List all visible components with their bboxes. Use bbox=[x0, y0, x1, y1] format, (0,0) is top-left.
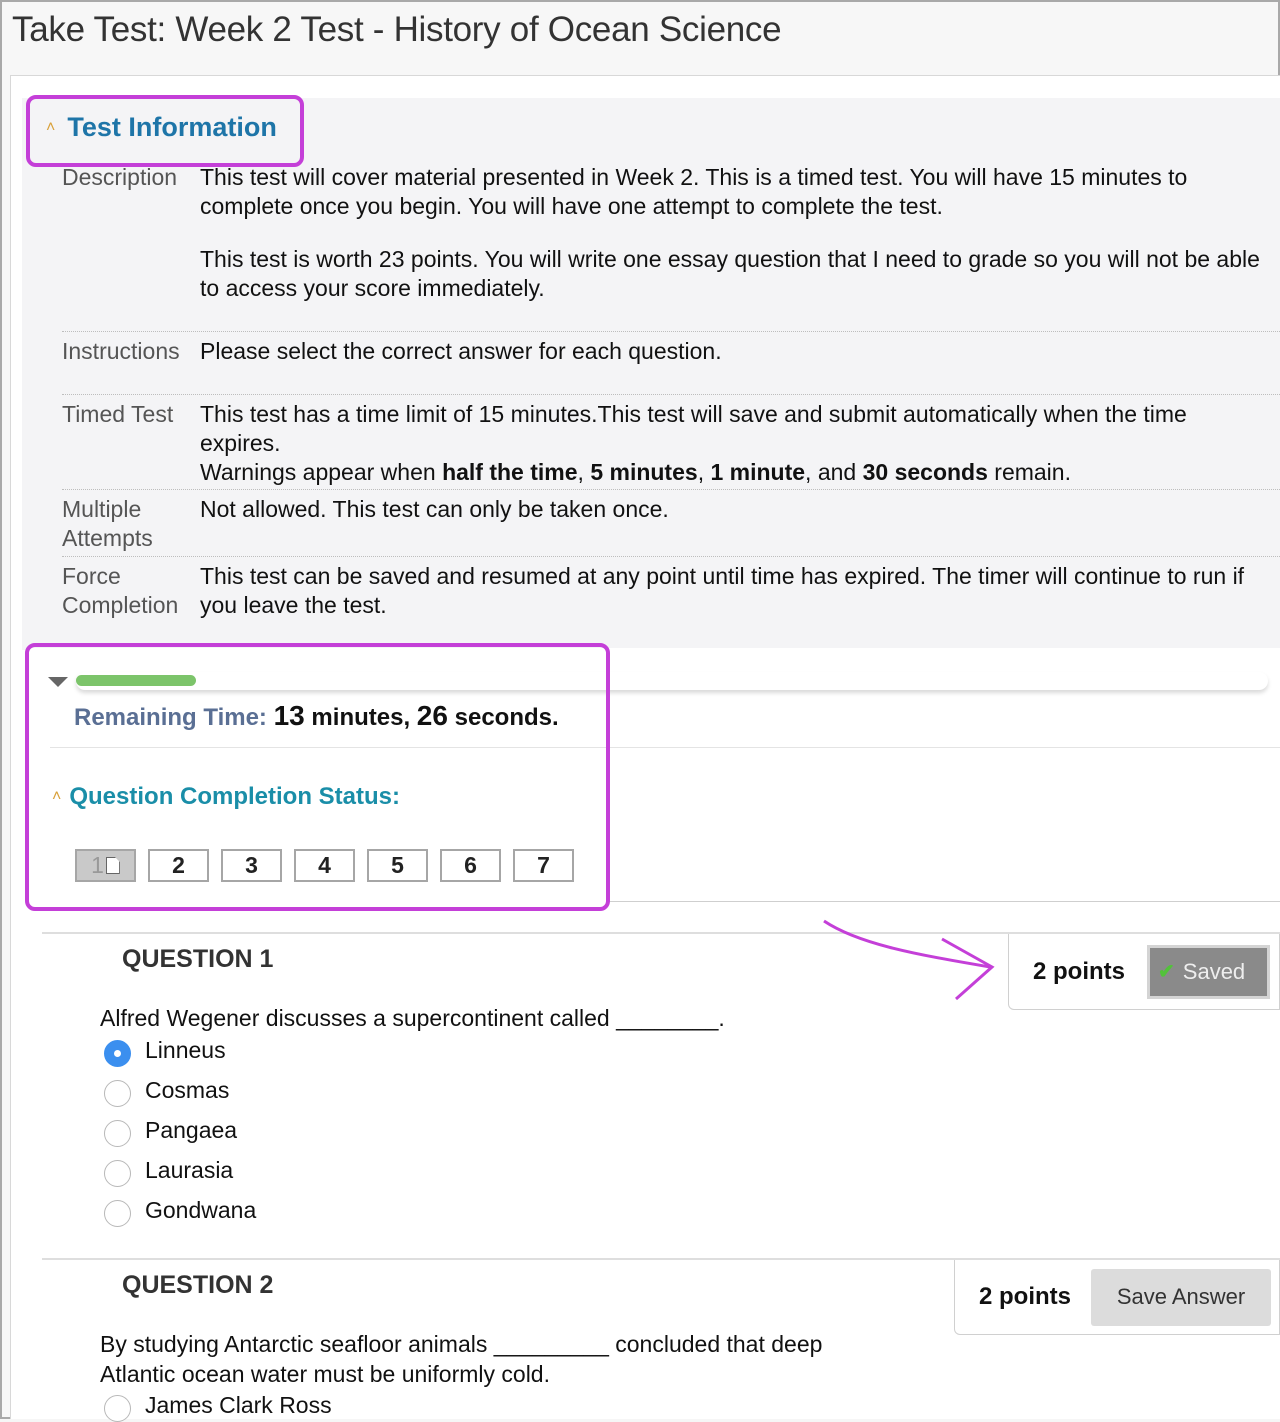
answer-option[interactable] bbox=[104, 1114, 237, 1147]
checkmark-icon: ✔ bbox=[1158, 961, 1175, 983]
info-label bbox=[62, 562, 192, 620]
points-label: 2 points bbox=[979, 1283, 1072, 1310]
text: Warnings appear when bbox=[200, 459, 443, 485]
label-line: Attempts bbox=[62, 525, 153, 551]
option-label: Cosmas bbox=[145, 1077, 230, 1103]
question-2-title: QUESTION 2 bbox=[122, 1271, 274, 1299]
label-line: Force bbox=[62, 563, 121, 589]
description-paragraph-1: This test will cover material presented in Week 2. This is a timed test. You will have 15 minutes to complete once you begin. You will have one attempt to complete the test. bbox=[200, 164, 1188, 219]
text-bold: 30 seconds bbox=[862, 459, 988, 485]
remaining-minutes: 13 bbox=[273, 700, 305, 731]
info-value bbox=[200, 400, 1266, 487]
radio-button-selected[interactable] bbox=[104, 1040, 131, 1067]
radio-button[interactable] bbox=[104, 1395, 131, 1422]
question-nav-4[interactable]: 4 bbox=[294, 849, 355, 882]
label-line: Completion bbox=[62, 592, 179, 618]
question-nav-6[interactable]: 6 bbox=[440, 849, 501, 882]
divider bbox=[62, 394, 1280, 395]
radio-button[interactable] bbox=[104, 1200, 131, 1227]
text: remain. bbox=[987, 459, 1071, 485]
info-value: Not allowed. This test can only be taken once. bbox=[200, 496, 669, 522]
info-label bbox=[62, 495, 192, 553]
divider bbox=[62, 489, 1280, 490]
option-label: Laurasia bbox=[145, 1157, 234, 1183]
divider bbox=[62, 556, 1280, 557]
text: , and bbox=[805, 459, 863, 485]
save-answer-button[interactable]: Save Answer bbox=[1091, 1269, 1271, 1326]
question-nav-7[interactable]: 7 bbox=[513, 849, 574, 882]
answer-option[interactable] bbox=[104, 1389, 332, 1422]
question-nav-3[interactable]: 3 bbox=[221, 849, 282, 882]
double-chevron-up-icon: ˄ bbox=[46, 118, 56, 136]
text-bold: half the time bbox=[442, 459, 578, 485]
remaining-time-label: Remaining Time: bbox=[74, 704, 267, 731]
text-bold: 5 minutes bbox=[590, 459, 698, 485]
answer-option[interactable] bbox=[104, 1034, 226, 1067]
annotation-highlight-box bbox=[26, 95, 304, 167]
question-text-line: Atlantic ocean water must be uniformly cold. bbox=[100, 1361, 550, 1387]
saved-label: Saved bbox=[1182, 958, 1246, 984]
info-value: Please select the correct answer for each question. bbox=[200, 338, 722, 364]
double-chevron-up-icon: ˄ bbox=[52, 788, 62, 805]
question-1-points-box bbox=[1008, 934, 1280, 1010]
info-value: This test can be saved and resumed at any point until time has expired. The timer will continue to run if you leave the test. bbox=[200, 563, 1245, 618]
radio-button[interactable] bbox=[104, 1080, 131, 1107]
page-title: Take Test: Week 2 Test - History of Ocean Science bbox=[12, 10, 782, 49]
radio-button[interactable] bbox=[104, 1120, 131, 1147]
seconds-word: seconds. bbox=[447, 704, 559, 731]
points-label: 2 points bbox=[1033, 957, 1126, 985]
divider bbox=[62, 331, 1280, 332]
minutes-word: minutes, bbox=[304, 704, 417, 731]
question-2-text bbox=[100, 1329, 822, 1389]
description-paragraph-2: This test is worth 23 points. You will write one essay question that I need to grade so you will not be able to access your score immediately. bbox=[200, 246, 1260, 301]
timed-test-text: This test has a time limit of 15 minutes.This test will save and submit automatically when the time expires. bbox=[200, 401, 1187, 456]
text: , bbox=[577, 459, 591, 485]
completion-status-heading: Question Completion Status: bbox=[69, 783, 401, 810]
saved-button[interactable] bbox=[1147, 945, 1270, 999]
label-line: Multiple bbox=[62, 496, 142, 522]
question-1-title: QUESTION 1 bbox=[122, 945, 274, 973]
answer-option[interactable] bbox=[104, 1154, 233, 1187]
radio-button[interactable] bbox=[104, 1160, 131, 1187]
question-nav-5[interactable]: 5 bbox=[367, 849, 428, 882]
text: , bbox=[697, 459, 711, 485]
annotation-highlight-box bbox=[25, 643, 610, 911]
question-text-line: By studying Antarctic seafloor animals _________ concluded that deep bbox=[100, 1331, 823, 1357]
question-2-points-box bbox=[954, 1260, 1280, 1335]
remaining-seconds: 26 bbox=[416, 700, 448, 731]
option-label: James Clark Ross bbox=[145, 1392, 332, 1418]
info-label: Timed Test bbox=[62, 401, 174, 427]
option-label: Gondwana bbox=[145, 1197, 257, 1223]
option-label: Linneus bbox=[145, 1037, 226, 1063]
test-information-heading: Test Information bbox=[67, 112, 277, 142]
annotation-arrow bbox=[820, 915, 1000, 1005]
info-row-description bbox=[62, 163, 1280, 313]
option-label: Pangaea bbox=[145, 1117, 238, 1143]
question-1-text: Alfred Wegener discusses a supercontinent called ________. bbox=[100, 1005, 725, 1031]
info-label: Description bbox=[62, 164, 178, 190]
question-nav-2[interactable]: 2 bbox=[148, 849, 209, 882]
text-bold: 1 minute bbox=[710, 459, 806, 485]
answer-option[interactable] bbox=[104, 1194, 256, 1227]
info-label: Instructions bbox=[62, 338, 180, 364]
info-value bbox=[200, 163, 1266, 303]
question-number: 1 bbox=[91, 852, 104, 878]
answer-option[interactable] bbox=[104, 1074, 229, 1107]
divider bbox=[606, 901, 1280, 902]
warnings-text bbox=[200, 458, 1266, 487]
